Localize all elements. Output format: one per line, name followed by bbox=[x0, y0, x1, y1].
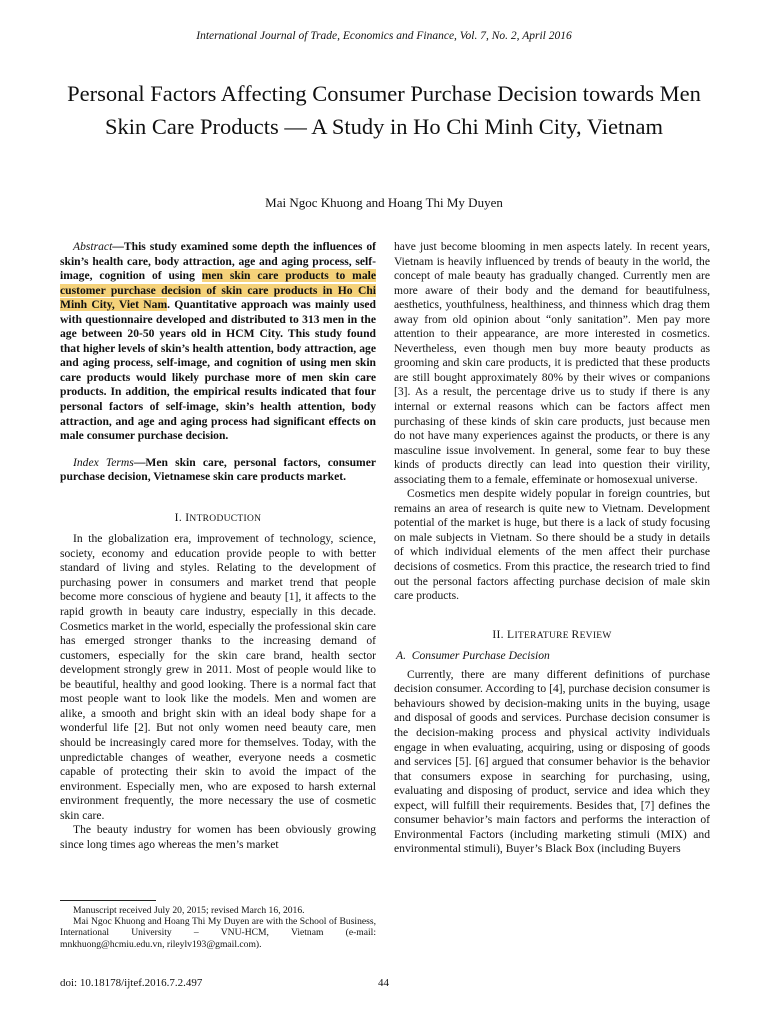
abstract-highlight: men skin care products to male customer purchase decision of skin care products in Ho Chi Minh City, Viet Nam bbox=[60, 269, 376, 312]
footnote-affiliation: Mai Ngoc Khuong and Hoang Thi My Duyen are with the School of Business, International University – VNU-HCM, Vietnam (e-mail: mnkhuong@hcmiu.edu.vn, rileylv193@gmail.com). bbox=[60, 916, 376, 950]
paper-title: Personal Factors Affecting Consumer Purchase Decision towards Men Skin Care Products — A Study in Ho Chi Minh City, Vietnam bbox=[67, 81, 701, 139]
intro-paragraph-3: have just become blooming in men aspects lately. In recent years, Vietnam is heavily influenced by trends of beauty in the world, the concept of male beauty has gradually changed. Currently men are more aware of their body and the demand for beautifulness, aesthetics, youthfulness, healthiness, and thinness which drag them away from old opinion about “only sanitation”. Men pay more attention to their appearance, are more interested in cosmetics. Nevertheless, even though men buy more beauty products as grooming and skin care products, it is predicted that these products are still bought approximately 80% by their wives or companions [3]. As a result, the percentage drive us to study if there is any internal or external reasons which can be factors affect men purchasing of these kinds of skin care products, just because men do not have many experiences against the products, or there is any masculine issue involvement. In general, some fear to buy these kinds of products directly can lead into question their virility, associating them to a female, effeminate or homosexual universe. bbox=[394, 240, 710, 486]
subsection-title: Consumer Purchase Decision bbox=[411, 649, 550, 663]
doi-link[interactable]: doi: 10.18178/ijtef.2016.7.2.497 bbox=[60, 977, 203, 989]
index-terms-text: —Men skin care, personal factors, consumer purchase decision, Vietnamese skin care products market. bbox=[60, 455, 376, 484]
left-column bbox=[60, 240, 376, 852]
page-number: 44 bbox=[378, 977, 389, 989]
section-numeral: I. bbox=[174, 510, 183, 524]
section-heading-literature-review bbox=[394, 628, 710, 644]
subsection-heading bbox=[394, 649, 710, 664]
abstract-lead: Abstract bbox=[73, 240, 113, 253]
section-title-rest: ITERATURE bbox=[514, 630, 572, 641]
abstract-text-1: —This study examined some depth the influences of skin’s health care, body attraction, age and aging process, self-image, cognition of using bbox=[60, 240, 376, 283]
right-column bbox=[394, 240, 710, 857]
intro-paragraph-2: The beauty industry for women has been obviously growing since long times ago whereas the men’s market bbox=[60, 823, 376, 851]
literature-paragraph-1: Currently, there are many different definitions of purchase decision consumer. According to [4], purchase decision consumer is behaviours showed by decision-making units in the buying, usage and disposal of goods and services. Purchase decision consumer is the decision-making process and physical activity individuals engage in when evaluating, acquiring, using or disposing of goods and services [5]. [6] argued that consumer behavior is the behavior that consumers expose in searching for purchasing, using, evaluating and disposing of product, service and idea which they expect, will fulfill their requirements. Besides that, [7] defines the consumer behavior’s main factors and performs the interaction of Environmental Factors (including marketing stimuli (MIX) and environmental stimuli), Buyer’s Black Box (including Buyers bbox=[394, 667, 710, 856]
index-terms-lead: Index Terms bbox=[73, 455, 134, 469]
intro-paragraph-4: Cosmetics men despite widely popular in foreign countries, but remains an area of research is quite new to Vietnam. Development potential of the market is huge, but there is a lack of study focusing on male subjects in Vietnam. So there should be a study in details of which individual elements of the men affect their purchase decisions of cosmetics. From this practice, the research tried to find out the personal factors affecting purchase decision of male skin care products. bbox=[394, 487, 710, 603]
running-header: International Journal of Trade, Economics and Finance, Vol. 7, No. 2, April 2016 bbox=[196, 30, 572, 42]
footnote-rule bbox=[60, 900, 156, 901]
section-title-rest: NTRODUCTION bbox=[189, 513, 262, 524]
footnote-manuscript: Manuscript received July 20, 2015; revised March 16, 2016. bbox=[73, 905, 305, 916]
abstract-text-2: . Quantitative approach was mainly used with questionnaire developed and distributed to 313 men in the age between 20-50 years old in HCM City. This study found that higher levels of skin’s health attention, body attraction, age and aging process, self-image, and cognition of using men skin care products would likely purchase more of men skin care products. In addition, the empirical results indicated that four personal factors of self-image, skin’s health attention, body attraction, and age and aging process had significant effects on male consumer purchase decision. bbox=[60, 298, 376, 443]
section-heading-introduction bbox=[60, 511, 376, 527]
section-numeral: II. bbox=[492, 627, 504, 641]
section-title-rest-2: EVIEW bbox=[579, 630, 612, 641]
section-title-initial: L bbox=[507, 627, 515, 641]
footnotes bbox=[60, 905, 376, 950]
subsection-label: A. bbox=[396, 649, 406, 663]
author-line: Mai Ngoc Khuong and Hoang Thi My Duyen bbox=[265, 195, 503, 210]
index-terms bbox=[60, 456, 376, 485]
intro-paragraph-1: In the globalization era, improvement of technology, science, society, economy and education provide people to with better standard of living and styles. Relating to the development of purchasing power in consumers and market trend that people become more conscious of hygiene and beauty [1], it affects to the rapid growth in beauty care industry, especially in this decade. Cosmetics market in the world, especially the professional skin care has emerged stronger thanks to the increasing demand of customers, especially for the skin care brand, health sector development strongly grew in 2011. Most of people would like to be beautiful, healthy and good looking. There is a normal fact that most people want to look like the models. Men and women are alike, a smooth and bright skin with an ideal body shape for a wonderful life [2]. But not only women need beauty care, men should be increasingly cared more for themselves. Today, with the unpredictable changes of weather, everyone needs a cosmetic capable of protecting their skin to avoid the impact of the environment. Especially men, who are exposed to harsh external environment frequently, the more necessary the use of cosmetic skin care. bbox=[60, 532, 376, 822]
section-title-initial-2: R bbox=[571, 627, 580, 641]
abstract bbox=[60, 240, 376, 444]
section-title-initial: I bbox=[185, 510, 190, 524]
